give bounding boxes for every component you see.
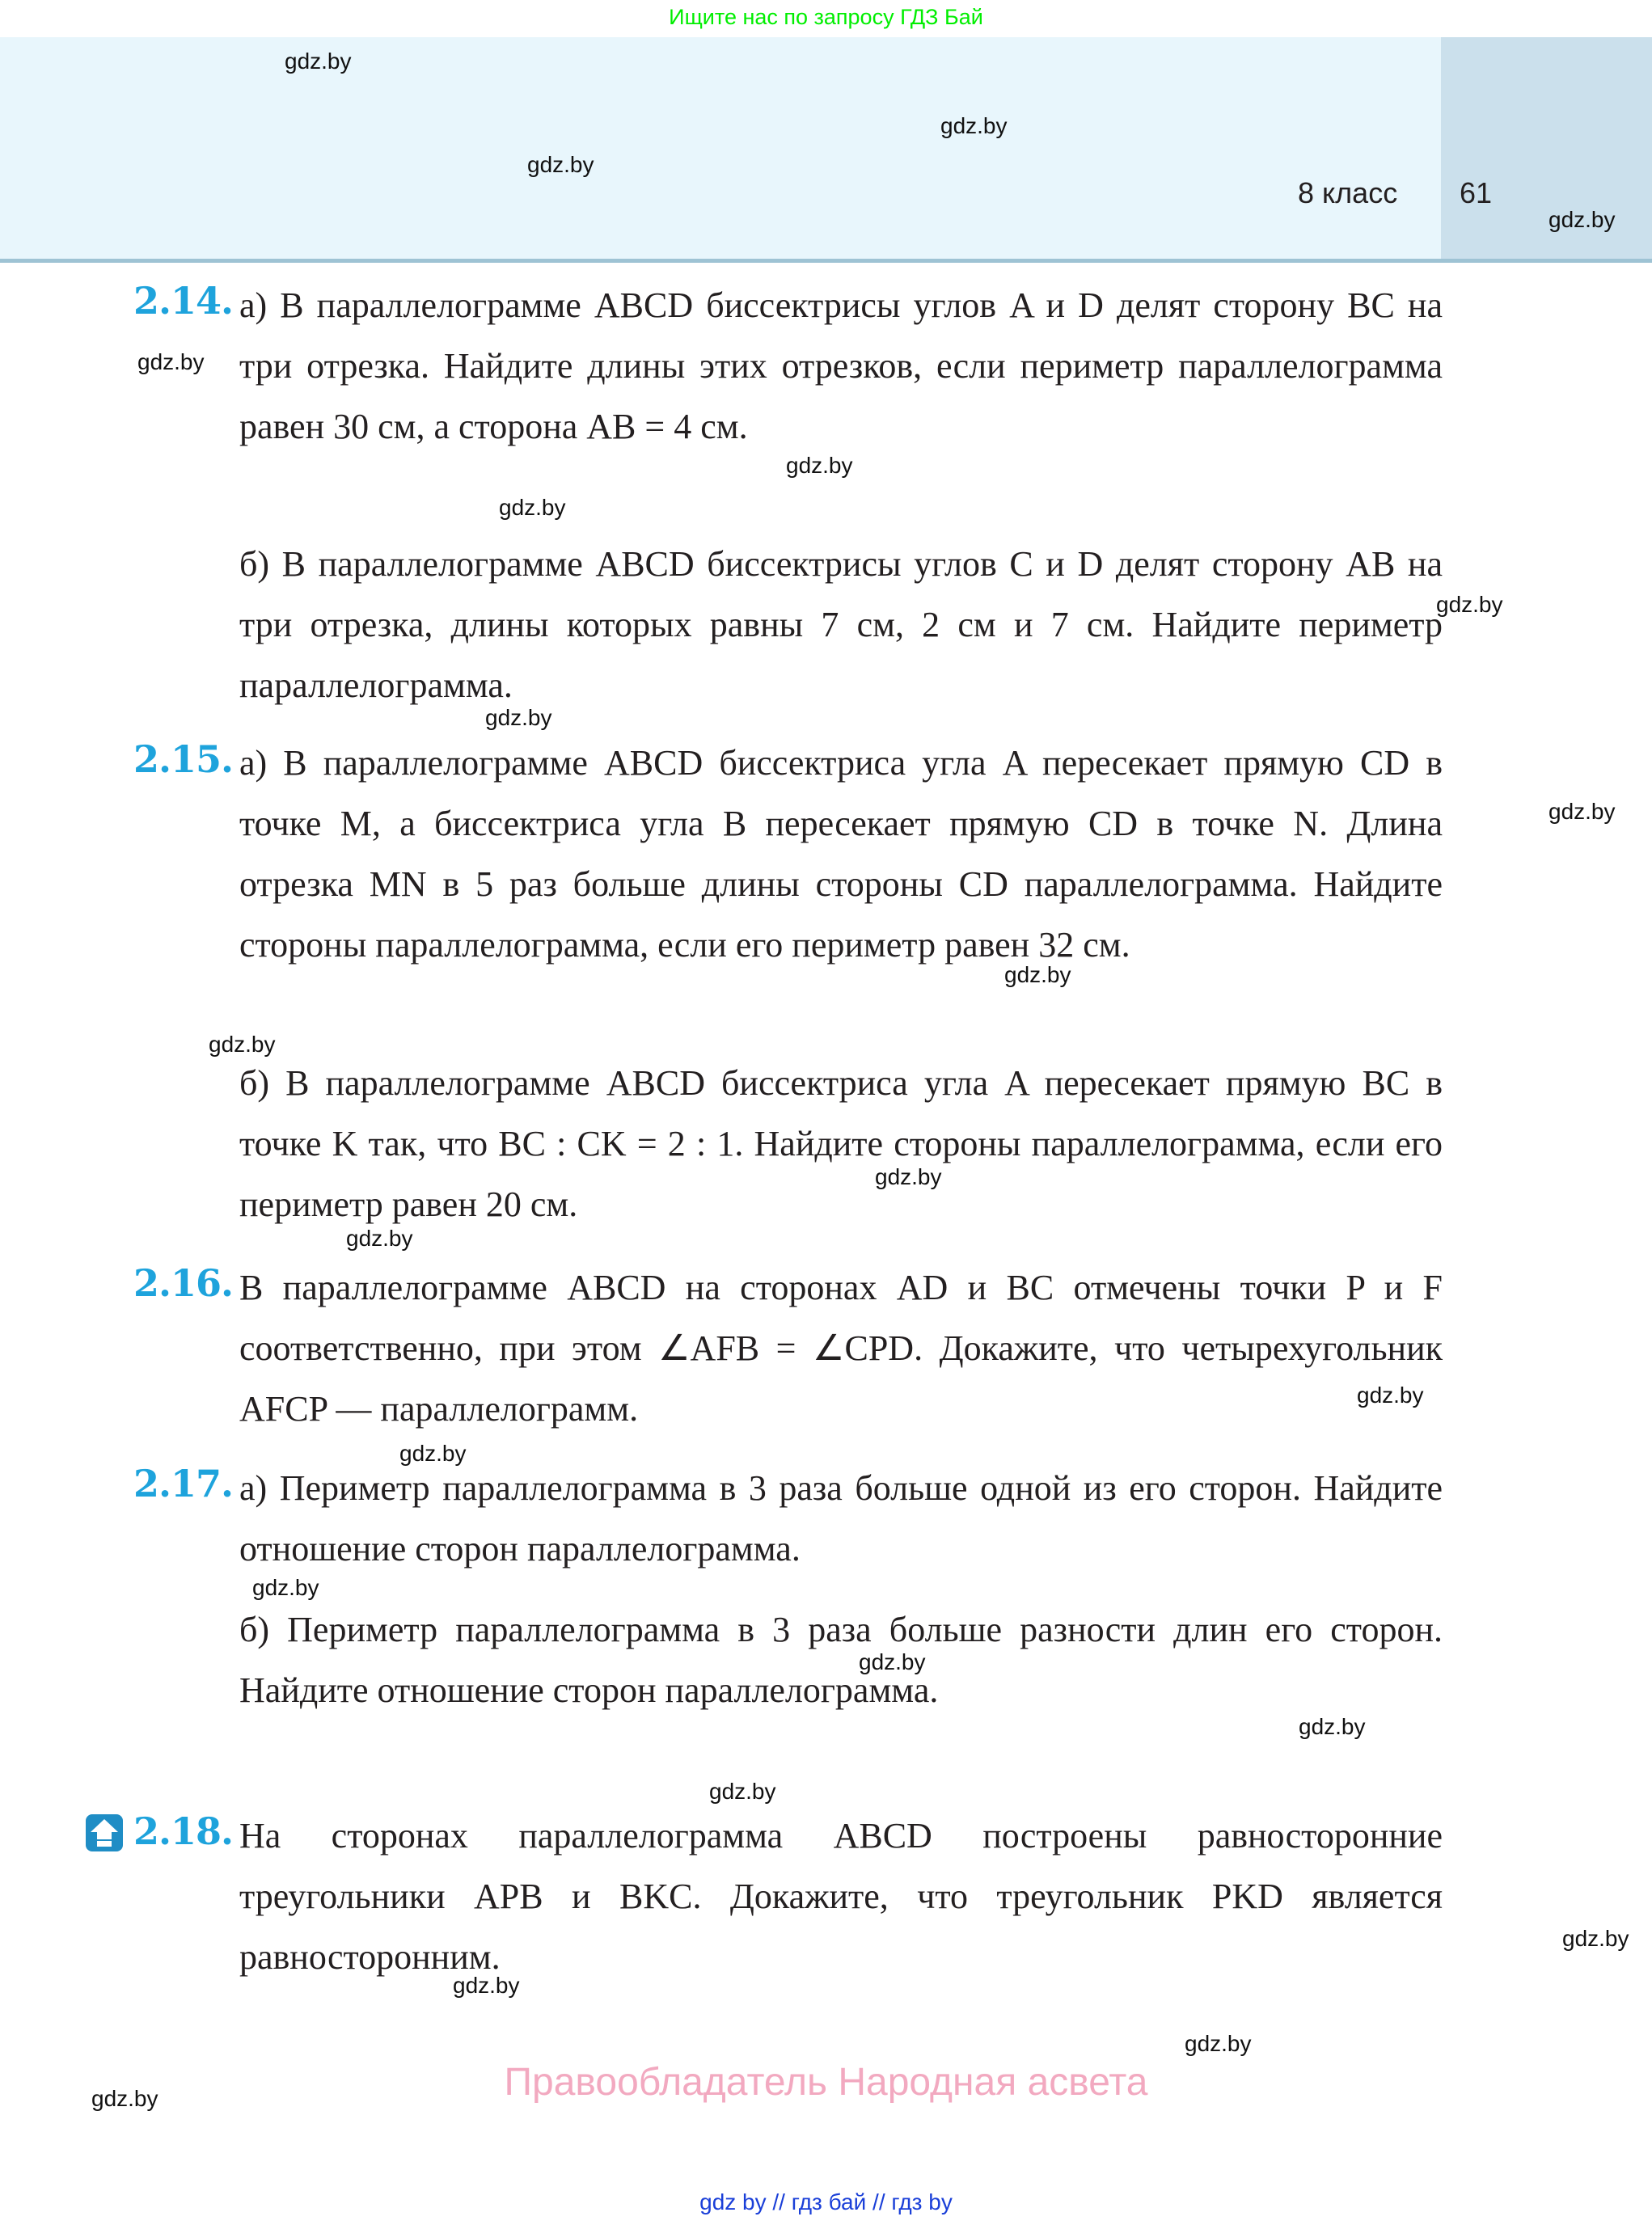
page-header: [0, 37, 1652, 259]
problem-text: На сторонах параллелограмма ABCD построены равносторонние треугольники APB и BKC. Докажите, что треугольник PKD является равносторонним.: [239, 1816, 1443, 1977]
watermark: gdz.by: [875, 1164, 942, 1189]
watermark: gdz.by: [209, 1032, 276, 1057]
watermark: gdz.by: [1357, 1383, 1424, 1408]
watermark: gdz.by: [940, 113, 1008, 138]
problem-number: 2.15.: [133, 737, 234, 781]
problem-text: б) В параллелограмме ABCD биссектрисы углов C и D делят сторону AB на три отрезка, длины которых равны 7 см, 2 см и 7 см. Найдите периметр параллелограмма.: [239, 544, 1443, 705]
page-number-panel: [1441, 37, 1652, 259]
header-divider: [0, 259, 1652, 263]
problem-text: В параллелограмме ABCD на сторонах AD и BC отмечены точки P и F соответственно, при этом ∠AFB = ∠CPD. Докажите, что четырехугольник AFCP — параллелограмм.: [239, 1268, 1443, 1429]
footer-links[interactable]: gdz by // гдз бай // гдз by: [699, 2189, 953, 2214]
watermark: gdz.by: [786, 453, 853, 478]
watermark: gdz.by: [1436, 592, 1503, 617]
page-number: 61: [1460, 176, 1493, 209]
problem-text: а) Периметр параллелограмма в 3 раза больше одной из его сторон. Найдите отношение сторон параллелограмма.: [239, 1468, 1443, 1568]
watermark: gdz.by: [1004, 962, 1071, 987]
grade-label: 8 класс: [1298, 176, 1398, 209]
watermark: gdz.by: [285, 49, 352, 74]
copyright-notice: Правообладатель Народная асвета: [504, 2061, 1148, 2104]
watermark: gdz.by: [453, 1973, 520, 1998]
watermark: gdz.by: [252, 1575, 319, 1600]
watermark: gdz.by: [1548, 207, 1616, 232]
watermark: gdz.by: [399, 1441, 467, 1466]
watermark: gdz.by: [527, 152, 594, 177]
top-banner: Ищите нас по запросу ГДЗ Бай: [669, 5, 983, 29]
watermark: gdz.by: [859, 1649, 926, 1674]
problem-number: 2.18.: [133, 1809, 234, 1853]
problem-number: 2.14.: [133, 279, 234, 323]
problem-number: 2.17.: [133, 1462, 234, 1505]
watermark: gdz.by: [499, 495, 566, 520]
problem-text: а) В параллелограмме ABCD биссектриса угла A пересекает прямую CD в точке M, а биссектриса угла B пересекает прямую CD в точке N. Длина отрезка MN в 5 раз больше длины стороны CD параллелограмма. Найдите стороны параллелограмма, если его периметр равен 32 см.: [239, 743, 1443, 965]
watermark: gdz.by: [709, 1779, 776, 1804]
watermark: gdz.by: [485, 705, 552, 730]
problem-text: б) Периметр параллелограмма в 3 раза больше разности длин его сторон. Найдите отношение сторон параллелограмма.: [239, 1610, 1443, 1710]
watermark: gdz.by: [346, 1226, 413, 1251]
watermark: gdz.by: [137, 349, 205, 374]
problem-text: б) В параллелограмме ABCD биссектриса угла A пересекает прямую BC в точке K так, что BC : CK = 2 : 1. Найдите стороны параллелограмма, если его периметр равен 20 см.: [239, 1063, 1443, 1224]
problem-text: а) В параллелограмме ABCD биссектрисы углов A и D делят сторону BC на три отрезка. Найдите длины этих отрезков, если периметр параллелограмма равен 30 см, а сторона AB = 4 см.: [239, 285, 1443, 446]
house-arrow-icon: [86, 1814, 123, 1851]
watermark: gdz.by: [1185, 2031, 1252, 2056]
watermark: gdz.by: [1299, 1714, 1366, 1739]
watermark: gdz.by: [1562, 1926, 1629, 1951]
watermark: gdz.by: [1548, 799, 1616, 824]
watermark: gdz.by: [91, 2086, 158, 2111]
problem-number: 2.16.: [133, 1261, 234, 1305]
